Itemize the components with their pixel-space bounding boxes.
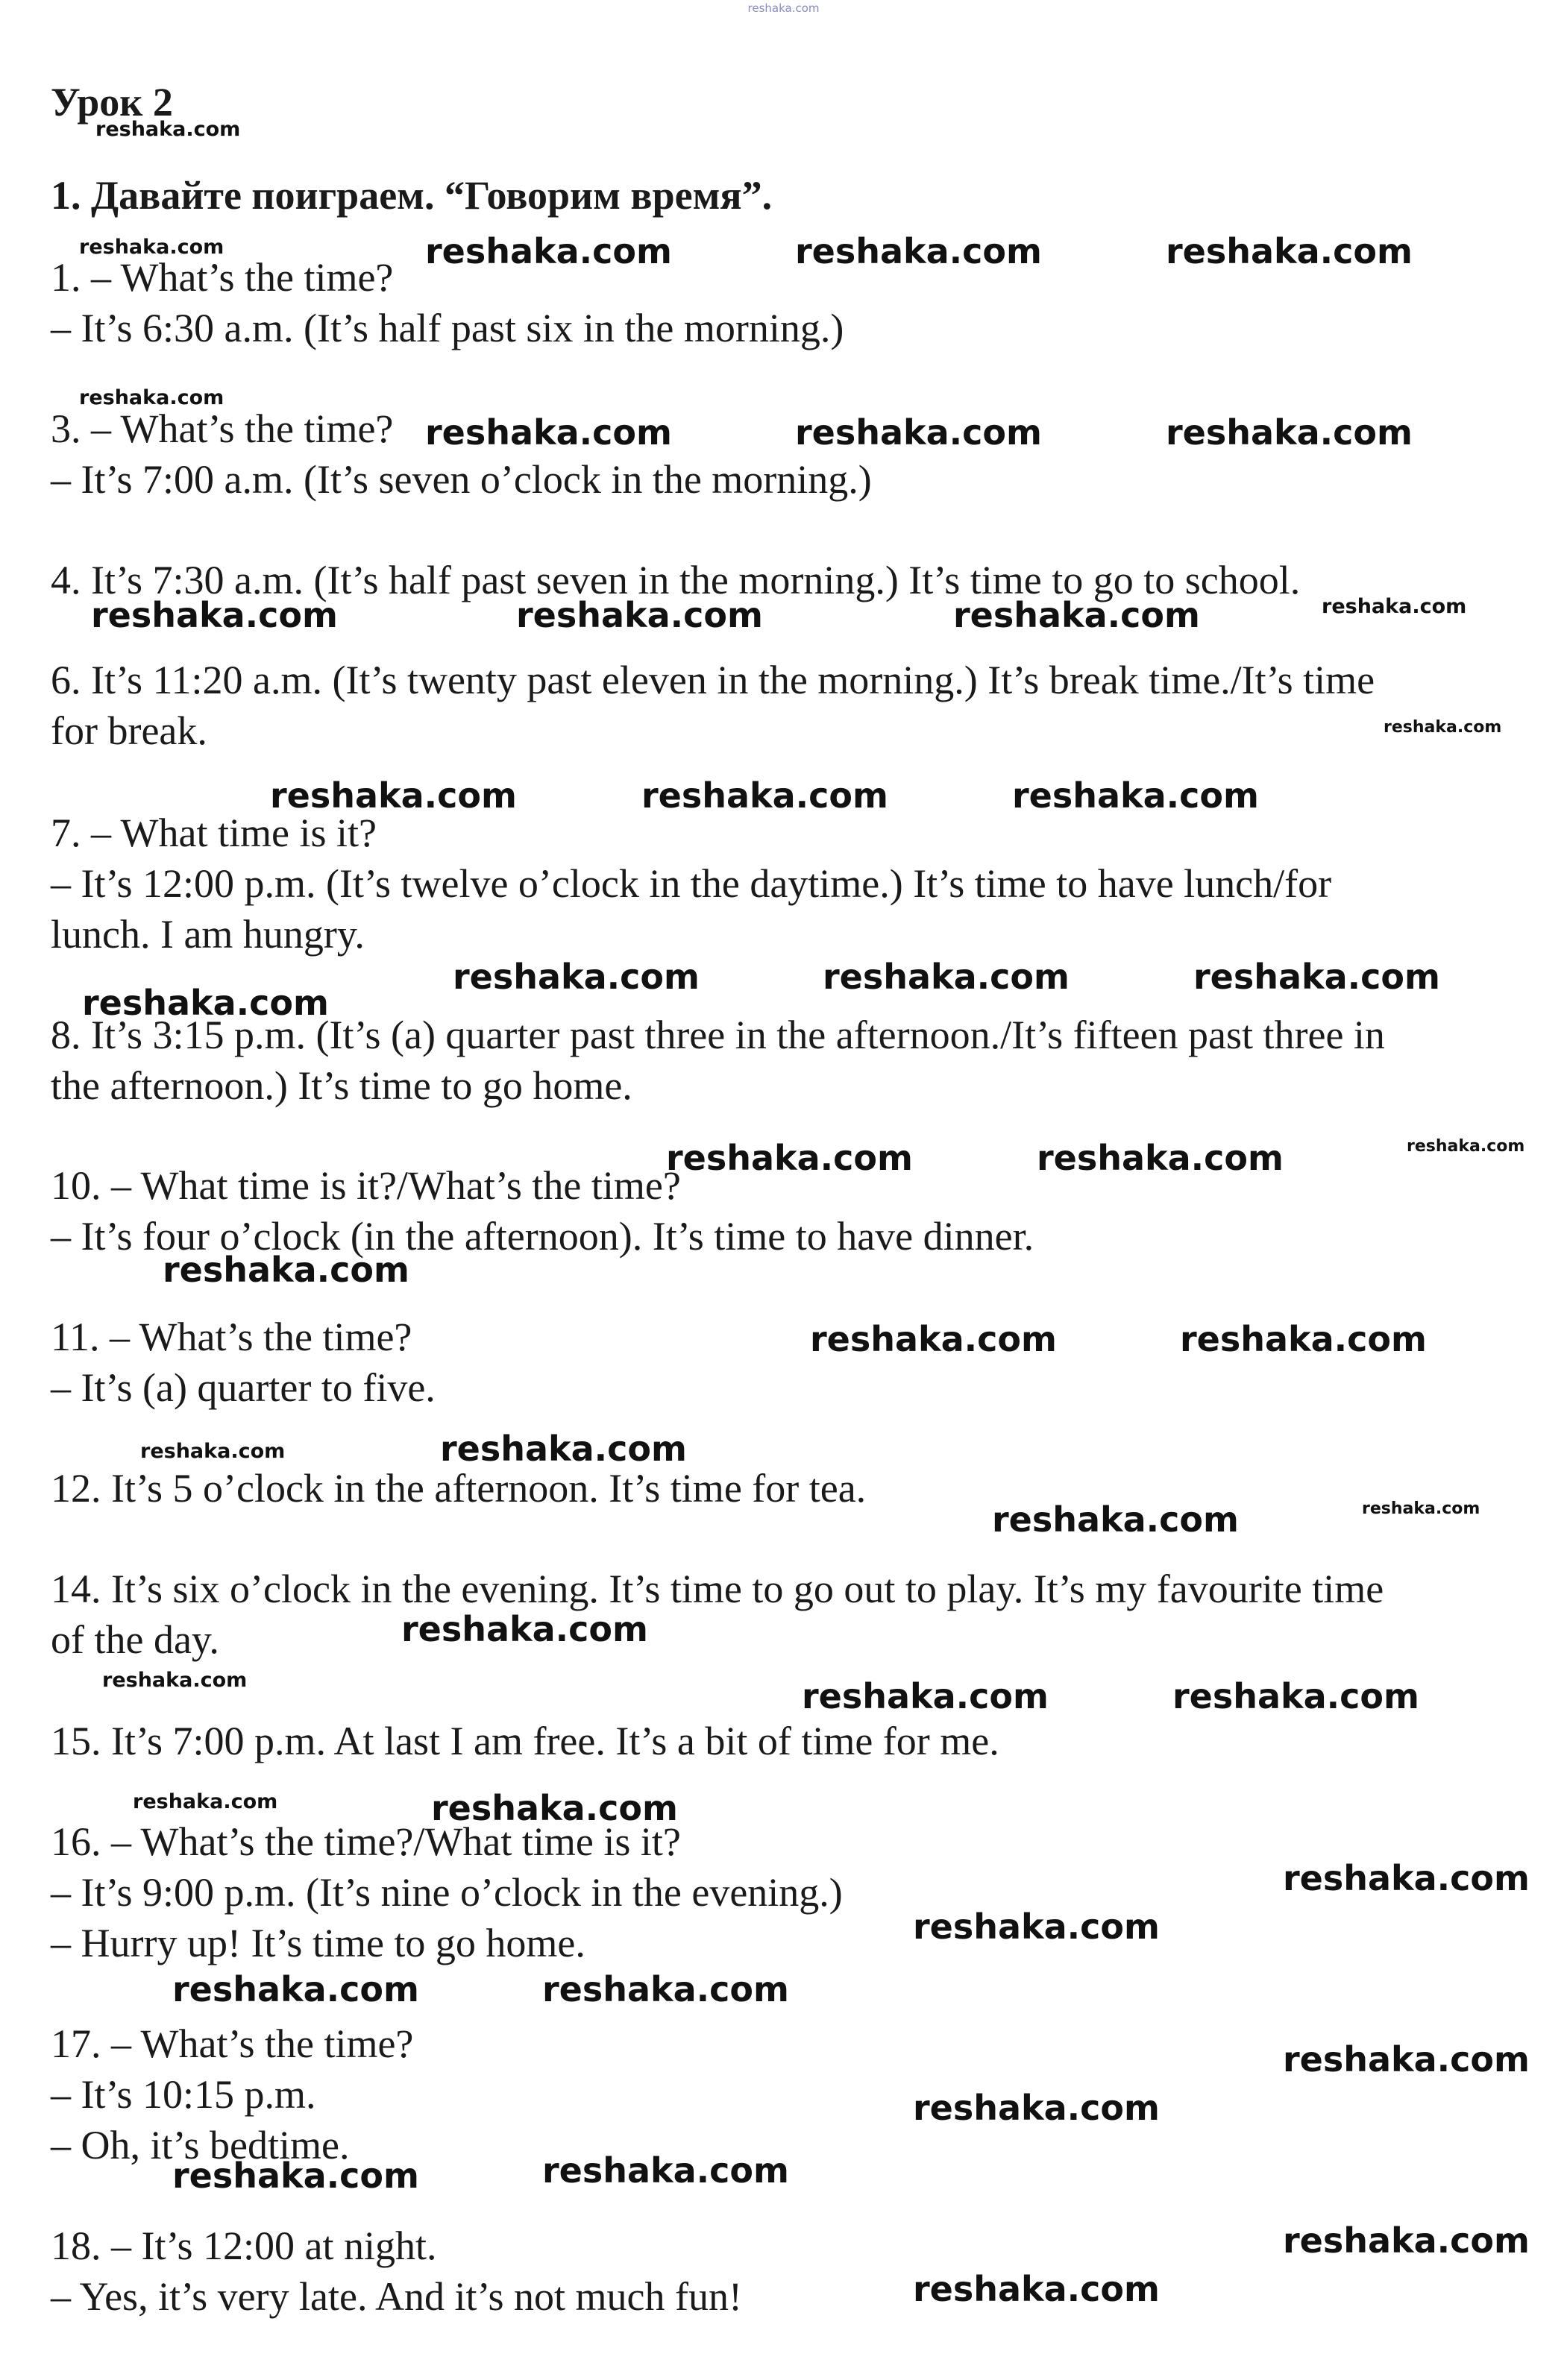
answer-line: – It’s 9:00 p.m. (It’s nine o’clock in the evening.)	[51, 1870, 843, 1915]
answer-line: – It’s four o’clock (in the afternoon). It’s time to have dinner.	[51, 1214, 1034, 1259]
watermark: reshaka.com	[795, 412, 1042, 453]
answer-line: 11. – What’s the time?	[51, 1315, 412, 1359]
answer-line: – Hurry up! It’s time to go home.	[51, 1921, 585, 1965]
watermark: reshaka.com	[1012, 775, 1259, 816]
watermark: reshaka.com	[802, 1676, 1049, 1716]
watermark: reshaka.com	[666, 1138, 913, 1178]
watermark: reshaka.com	[79, 236, 224, 259]
answer-line: – Oh, it’s bedtime.	[51, 2123, 350, 2168]
watermark: reshaka.com	[641, 775, 888, 816]
lesson-title: Урок 2	[51, 80, 173, 125]
watermark: reshaka.com	[91, 595, 338, 635]
watermark: reshaka.com	[1322, 595, 1467, 618]
watermark: reshaka.com	[823, 957, 1070, 997]
answer-line: 16. – What’s the time?/What time is it?	[51, 1819, 681, 1864]
answer-line: 1. – What’s the time?	[51, 255, 394, 300]
watermark: reshaka.com	[102, 1669, 248, 1692]
watermark: reshaka.com	[82, 983, 329, 1023]
watermark: reshaka.com	[172, 1969, 419, 2009]
watermark: reshaka.com	[95, 118, 241, 141]
watermark: reshaka.com	[1283, 2220, 1530, 2261]
answer-line: 7. – What time is it?	[51, 810, 377, 855]
watermark: reshaka.com	[795, 231, 1042, 271]
watermark: reshaka.com	[1283, 1858, 1530, 1898]
page-header-site: reshaka.com	[747, 1, 820, 15]
answer-line: 6. It’s 11:20 a.m. (It’s twenty past eleven in the morning.) It’s break time./It’s time	[51, 658, 1375, 702]
watermark: reshaka.com	[1166, 412, 1413, 453]
watermark: reshaka.com	[1407, 1137, 1525, 1156]
exercise-title: 1. Давайте поиграем. “Говорим время”.	[51, 173, 773, 218]
watermark: reshaka.com	[1180, 1319, 1427, 1359]
watermark: reshaka.com	[1166, 231, 1413, 271]
watermark: reshaka.com	[431, 1788, 678, 1828]
watermark: reshaka.com	[542, 2150, 789, 2191]
watermark: reshaka.com	[542, 1969, 789, 2009]
answer-line: of the day.	[51, 1617, 219, 1662]
watermark: reshaka.com	[913, 1907, 1160, 1947]
answer-line: 14. It’s six o’clock in the evening. It’s time to go out to play. It’s my favourite time	[51, 1567, 1384, 1611]
answer-line: – It’s 6:30 a.m. (It’s half past six in the morning.)	[51, 306, 844, 350]
watermark: reshaka.com	[270, 775, 517, 816]
answer-line: – It’s (a) quarter to five.	[51, 1365, 436, 1410]
answer-line: 4. It’s 7:30 a.m. (It’s half past seven in the morning.) It’s time to go to school.	[51, 558, 1301, 602]
answer-line: 8. It’s 3:15 p.m. (It’s (a) quarter past three in the afternoon./It’s fifteen past three in	[51, 1013, 1385, 1057]
watermark: reshaka.com	[1362, 1499, 1480, 1518]
watermark: reshaka.com	[401, 1609, 648, 1649]
watermark: reshaka.com	[1193, 957, 1440, 997]
answer-line: – It’s 12:00 p.m. (It’s twelve o’clock in the daytime.) It’s time to have lunch/for	[51, 861, 1332, 906]
watermark: reshaka.com	[1037, 1138, 1284, 1178]
watermark: reshaka.com	[425, 412, 672, 453]
watermark: reshaka.com	[140, 1440, 286, 1463]
watermark: reshaka.com	[953, 595, 1200, 635]
answer-line: 17. – What’s the time?	[51, 2021, 414, 2066]
watermark: reshaka.com	[1172, 1676, 1419, 1716]
watermark: reshaka.com	[425, 231, 672, 271]
answer-line: 12. It’s 5 o’clock in the afternoon. It’s time for tea.	[51, 1466, 867, 1511]
answer-line: – Yes, it’s very late. And it’s not much fun!	[51, 2274, 742, 2319]
watermark: reshaka.com	[913, 2269, 1160, 2309]
answer-line: the afternoon.) It’s time to go home.	[51, 1063, 632, 1108]
watermark: reshaka.com	[163, 1250, 409, 1290]
answer-line: 15. It’s 7:00 p.m. At last I am free. It’s a bit of time for me.	[51, 1719, 999, 1763]
watermark: reshaka.com	[172, 2156, 419, 2196]
answer-line: 18. – It’s 12:00 at night.	[51, 2223, 437, 2268]
answer-line: 3. – What’s the time?	[51, 406, 394, 451]
answer-line: – It’s 10:15 p.m.	[51, 2072, 316, 2117]
watermark: reshaka.com	[516, 595, 763, 635]
watermark: reshaka.com	[453, 957, 700, 997]
watermark: reshaka.com	[810, 1319, 1057, 1359]
watermark: reshaka.com	[992, 1499, 1239, 1540]
answer-line: 10. – What time is it?/What’s the time?	[51, 1163, 681, 1208]
watermark: reshaka.com	[440, 1429, 687, 1469]
answer-line: lunch. I am hungry.	[51, 912, 365, 957]
answer-line: for break.	[51, 708, 207, 753]
watermark: reshaka.com	[133, 1790, 278, 1813]
watermark: reshaka.com	[1283, 2039, 1530, 2080]
watermark: reshaka.com	[79, 386, 224, 409]
watermark: reshaka.com	[1384, 718, 1502, 737]
watermark: reshaka.com	[913, 2088, 1160, 2128]
answer-line: – It’s 7:00 a.m. (It’s seven o’clock in the morning.)	[51, 457, 872, 502]
